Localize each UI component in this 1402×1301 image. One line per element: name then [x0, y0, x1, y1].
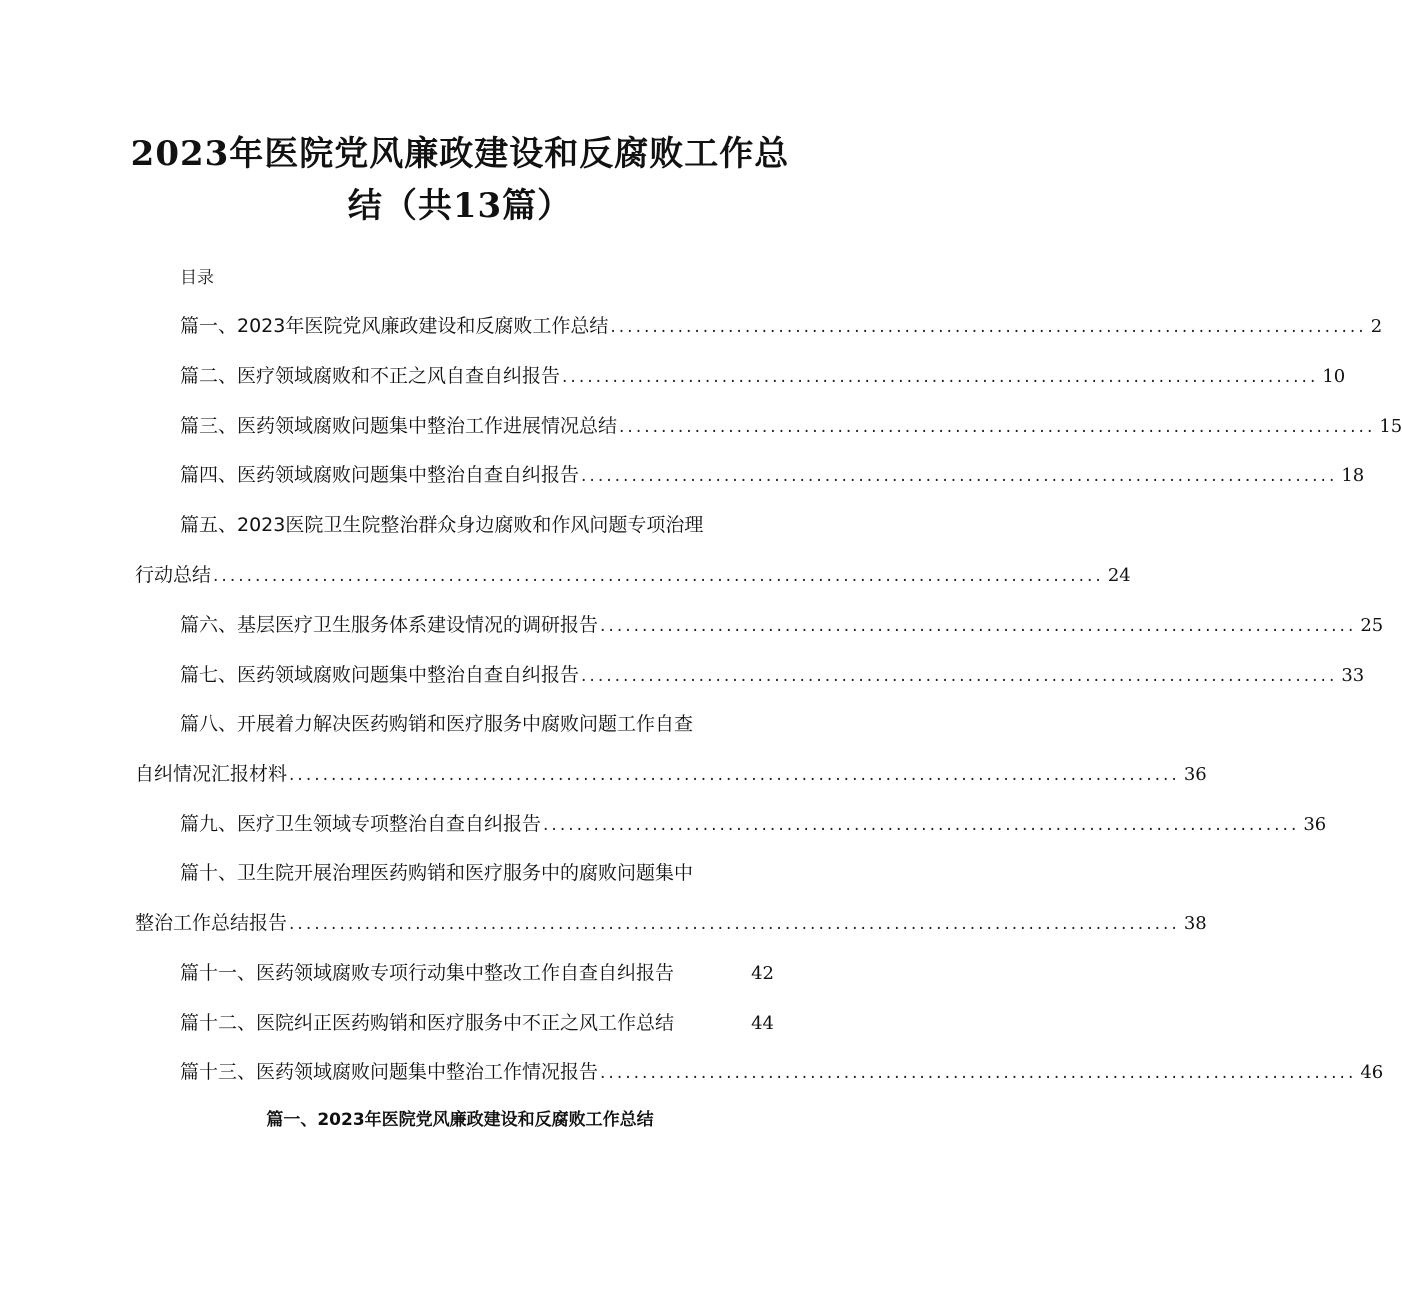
toc-entry-title: 篇九、医疗卫生领域专项整治自查自纠报告 [180, 813, 542, 835]
toc-entry-title: 篇四、医药领域腐败问题集中整治自查自纠报告 [180, 464, 580, 486]
toc-entry-7[interactable] [180, 660, 1365, 690]
toc-entry-13[interactable] [180, 1057, 1384, 1087]
toc-entry-page: 33 [1341, 665, 1365, 686]
toc-entry-title: 篇十二、医院纠正医药购销和医疗服务中不正之风工作总结 [180, 1012, 675, 1034]
section-heading: 篇一、2023年医院党风廉政建设和反腐败工作总结 [266, 1110, 654, 1130]
toc-entry-page: 38 [1183, 913, 1207, 934]
toc-leader-dots: .......................................................................................... [619, 417, 1376, 437]
toc-leader-dots: .......................................................................................................... [213, 566, 1104, 586]
toc-entry-11[interactable] [180, 958, 774, 988]
toc-entry-title: 篇七、医药领域腐败问题集中整治自查自纠报告 [180, 664, 580, 686]
toc-heading: 目录 [180, 268, 214, 288]
toc-entry-title: 篇十三、医药领域腐败问题集中整治工作情况报告 [180, 1061, 599, 1083]
toc-entry-6[interactable] [180, 610, 1384, 640]
toc-entry-page: 44 [751, 1013, 774, 1034]
toc-entry-3[interactable] [180, 411, 1402, 441]
toc-leader-dots: .......................................................................................... [581, 466, 1338, 486]
document-title-line-2: 结（共13篇） [347, 186, 573, 226]
toc-leader-dots: .......................................................................................................... [289, 914, 1180, 934]
toc-entry-page: 46 [1360, 1062, 1384, 1083]
toc-entry-page: 25 [1360, 615, 1384, 636]
toc-entry-title: 篇三、医药领域腐败问题集中整治工作进展情况总结 [180, 415, 618, 437]
toc-entry-4[interactable] [180, 460, 1365, 490]
toc-entry-8-line-2[interactable] [135, 759, 1207, 789]
toc-entry-title: 篇五、2023医院卫生院整治群众身边腐败和作风问题专项治理 [180, 514, 704, 536]
toc-leader-dots: .......................................................................................... [600, 1063, 1357, 1083]
toc-entry-12[interactable] [180, 1008, 774, 1038]
toc-entry-title: 篇八、开展着力解决医药购销和医疗服务中腐败问题工作自查 [180, 713, 694, 735]
toc-entry-10-line-2[interactable] [135, 908, 1207, 938]
document-title-line-1: 2023年医院党风廉政建设和反腐败工作总 [130, 134, 790, 174]
toc-entry-page: 18 [1341, 465, 1365, 486]
toc-entry-8-line-1[interactable] [180, 709, 780, 739]
toc-entry-title-continued: 整治工作总结报告 [135, 912, 288, 934]
toc-entry-10-line-1[interactable] [180, 858, 780, 888]
toc-entry-page: 15 [1379, 416, 1402, 437]
toc-entry-page: 36 [1303, 814, 1327, 835]
toc-leader-dots: .......................................................................................................... [289, 765, 1180, 785]
toc-entry-2[interactable] [180, 361, 1346, 391]
toc-entry-5-line-2[interactable] [135, 560, 1131, 590]
toc-leader-dots: .......................................................................................... [581, 666, 1338, 686]
toc-entry-title: 篇二、医疗领域腐败和不正之风自查自纠报告 [180, 365, 561, 387]
toc-entry-title-continued: 行动总结 [135, 564, 212, 586]
toc-entry-title-continued: 自纠情况汇报材料 [135, 763, 288, 785]
toc-entry-page: 2 [1370, 316, 1383, 337]
toc-entry-1[interactable] [180, 311, 1383, 341]
toc-entry-title: 篇十、卫生院开展治理医药购销和医疗服务中的腐败问题集中 [180, 862, 694, 884]
toc-entry-page: 10 [1322, 366, 1346, 387]
toc-entry-page: 36 [1183, 764, 1207, 785]
toc-leader-dots: .......................................................................................... [610, 317, 1367, 337]
toc-entry-page: 24 [1107, 565, 1131, 586]
toc-entry-5-line-1[interactable] [180, 510, 780, 540]
toc-leader-dots: .......................................................................................... [600, 616, 1357, 636]
document-title [120, 128, 800, 232]
toc-entry-title: 篇十一、医药领域腐败专项行动集中整改工作自查自纠报告 [180, 962, 675, 984]
toc-entry-title: 篇六、基层医疗卫生服务体系建设情况的调研报告 [180, 614, 599, 636]
toc-entry-page: 42 [751, 963, 774, 984]
toc-leader-dots: .......................................................................................... [562, 367, 1319, 387]
toc-entry-title: 篇一、2023年医院党风廉政建设和反腐败工作总结 [180, 315, 609, 337]
toc-leader-dots: .......................................................................................... [543, 815, 1300, 835]
toc-entry-9[interactable] [180, 809, 1327, 839]
